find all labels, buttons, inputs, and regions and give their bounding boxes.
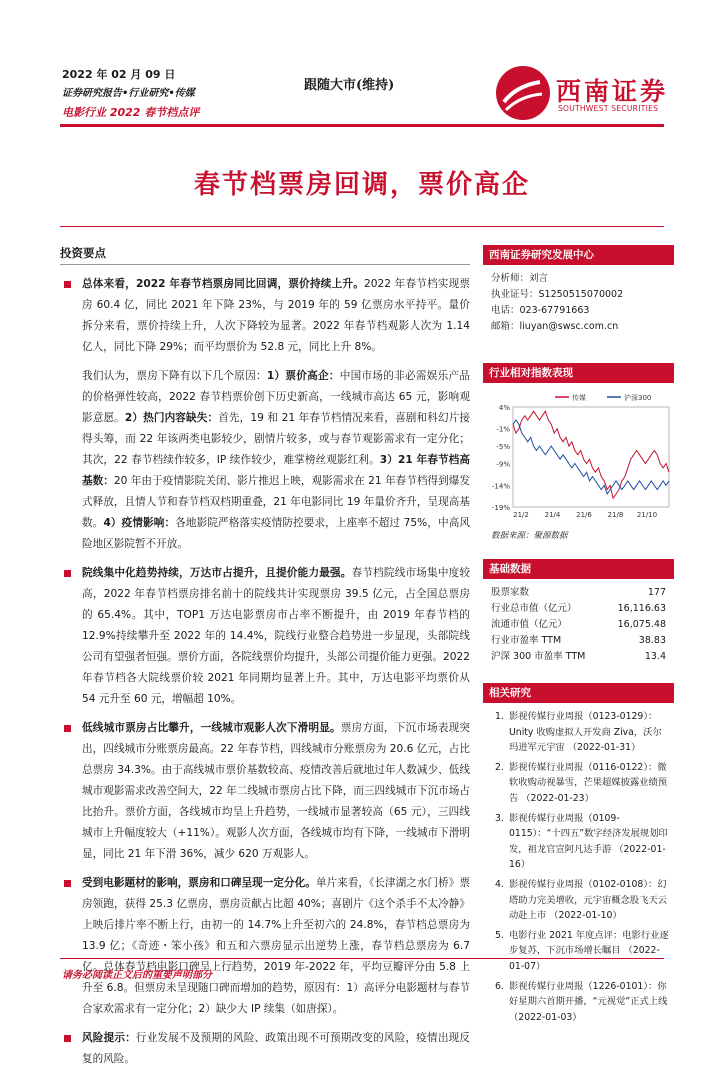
chart-series-line-1: [513, 411, 669, 498]
related-text: 影视传媒行业周报（0109-0115）：“十四五”数字经济发展规划印发，祖龙官宣阿凡达手游 （2022-01-16）: [509, 812, 668, 871]
report-topic: 电影行业 2022 春节档点评: [62, 106, 200, 119]
email-row: [483, 319, 674, 335]
basic-row-pe: [483, 633, 674, 649]
logo-text-en: SOUTHWEST SECURITIES: [558, 104, 659, 113]
chart-x-tick-label: 21/4: [544, 511, 561, 519]
bullet-overview-heading: 总体来看，2022 年春节档票房同比回调，票价持续上升。: [82, 278, 365, 290]
basic-data-header: 基础数据: [483, 559, 674, 579]
basic-label: 沪深 300 市盈率 TTM: [491, 651, 586, 662]
chart-y-tick-label: -14%: [491, 482, 510, 491]
team-header: 西南证券研究发展中心: [483, 245, 674, 265]
bullet-risk-text: 行业发展不及预期的风险、政策出现不可预期改变的风险，疫情出现反复的风险。: [82, 1032, 471, 1065]
related-number: 5.: [495, 929, 504, 941]
bullet-risk-heading: 风险提示：: [82, 1032, 136, 1044]
relative-index-chart: [483, 389, 674, 523]
basic-label: 行业总市值（亿元）: [491, 603, 577, 614]
related-item[interactable]: [483, 760, 674, 807]
chart-legend-label: 沪深300: [624, 394, 652, 402]
bullet-square-icon: [64, 281, 71, 288]
related-item[interactable]: [483, 877, 674, 924]
email-label: 邮箱：: [491, 321, 520, 332]
bullet-city-heading: 低线城市票房占比攀升，一线城市观影人次下滑明显。: [82, 722, 341, 734]
basic-label: 行业市盈率 TTM: [491, 635, 562, 646]
chart-plot-frame: [513, 407, 669, 507]
chart-series-line-2: [513, 420, 669, 494]
company-logo: [494, 64, 676, 124]
report-date: 2022 年 02 月 09 日: [62, 68, 176, 81]
bullet-overview: [60, 274, 470, 358]
reason-2-heading: 2）热门内容缺失：: [124, 412, 219, 424]
reasons-paragraph: [60, 366, 470, 555]
chart-x-tick-label: 21/2: [513, 511, 529, 519]
email-value: liuyan@swsc.com.cn: [519, 321, 619, 332]
related-number: 3.: [495, 812, 504, 824]
report-title: 春节档票房回调，票价高企: [193, 170, 530, 200]
analyst-name: 刘言: [529, 273, 549, 284]
chart-y-tick-label: 4%: [498, 404, 510, 412]
main-column: [60, 245, 470, 1074]
basic-row-stocks: [483, 585, 674, 601]
reason-1-text: 中国市场的非必需娱乐产品的价格弹性较高，2022 春节档票价创下历史新高，一线城市高达 65 元，影响观影意愿。: [82, 370, 470, 424]
related-research-header: 相关研究: [483, 683, 674, 703]
reason-1-heading: 1）票价高企：: [266, 370, 340, 382]
related-item[interactable]: [483, 811, 674, 873]
related-number: 1.: [495, 711, 504, 722]
related-text: 电影行业 2021 年度点评：电影行业逐步复苏，下沉市场增长瞩目 （2022-01-07）: [509, 929, 669, 972]
bullet-square-icon: [64, 570, 71, 577]
basic-value: 16,075.48: [617, 619, 666, 630]
related-number: 6.: [495, 980, 504, 992]
bullet-genre-text: 单片来看，《长津湖之水门桥》票房领跑，获得 25.3 亿票房，票房贡献占比超 40%；喜剧片《这个杀手不太冷静》上映后排片率不断上行，由初一的 14.7%上升至初六的 24.8%，春节档总票房为 13.9 亿；《奇迹・笨小孩》和五和六票房显示出逆势上涨，春节档总票房为 6.7 亿。总体春节档电影口碑呈上行趋势，2019 年-2022 年，平均豆瓣评分由 5.8 上升至 6.8。但票房未呈现随口碑而增加的趋势，原因有：1）高评分电影题材与春节合家欢需求有一定分化；2）缺少大 IP 续集（如唐探）。: [82, 877, 470, 1015]
bullet-city-text: 票房方面，下沉市场表现突出，四线城市分账票房最高。22 年春节档，四线城市分账票房为 20.6 亿元，占比总票房 34.3%。由于高线城市票价基数较高、疫情改善后就地过年人数减少、低线城市观影需求改善空间大，22 年二线城市票房占比下降，而三四线城市下沉市场占比抬升。票价方面，各线城市均呈上升趋势，一线城市显著较高（65 元），三四线城市上升幅度较大（+11%）。观影人次方面，各线城市均有下降，一线城市下滑明显，同比 21 年下滑 36%，减少 620 万观影人。: [82, 722, 471, 860]
basic-row-hs300-pe: [483, 649, 674, 665]
related-item[interactable]: [483, 709, 674, 756]
basic-value: 38.83: [638, 635, 666, 646]
bullet-cinema-text: 春节档院线市场集中度较高，2022 年春节档票房排名前十的院线共计实现票房 39.5 亿元，占全国总票房的 65.4%。其中，TOP1 万达电影票房市占率不断提升，由 2019 年春节档的 12.9%持续攀升至 2022 年的 14.4%，院线行业整合趋势进一步显现，头部院线公司有望强者恒强。票价方面，各院线票价均提升，头部公司提价能力更强。2022 年春节档各大院线票价较 2021 年同期均显著上升。其中，万达电影平均票价从 54 元升至 60 元，增幅超 10%。: [82, 567, 471, 705]
chart-y-tick-label: -5%: [496, 443, 510, 452]
bullet-cinema-chains: [60, 563, 470, 710]
reasons-intro: 我们认为，票房下降有以下几个原因：: [82, 370, 267, 382]
phone-value: 023-67791663: [519, 305, 590, 316]
bullet-genre-heading: 受到电影题材的影响，票房和口碑呈现一定分化。: [82, 877, 316, 889]
related-text: 影视传媒行业周报（0123-0129）：Unity 收购虚拟人开发商 Ziva，沃尔玛进军元宇宙 （2022-01-31）: [509, 711, 662, 754]
basic-label: 流通市值（亿元）: [491, 619, 568, 630]
footer-disclaimer: 请务必阅读正文后的重要声明部分: [62, 970, 212, 981]
phone-label: 电话：: [491, 305, 520, 316]
license-value: S1250515070002: [538, 289, 624, 300]
reason-3-heading: 3）21 年春节档高基数：: [82, 454, 470, 487]
bullet-square-icon: [64, 1035, 71, 1042]
bullet-square-icon: [64, 880, 71, 887]
chart-x-tick-label: 21/8: [607, 511, 624, 519]
bullet-cinema-heading: 院线集中化趋势持续，万达市占提升，且提价能力最强。: [82, 567, 352, 579]
related-text: 影视传媒行业周报（0116-0122）：微软收购动视暴雪，芒果超媒披露业绩预告 （2022-01-23）: [509, 761, 668, 804]
section-divider: [60, 264, 470, 265]
bullet-city-tiers: [60, 718, 470, 865]
reason-4-text: 各地影院严格落实疫情防控要求，上座率不超过 75%，中高风险地区影院暂不开放。: [82, 517, 471, 550]
related-text: 影视传媒行业周报（1226-0101）：你好星期六首期开播，“元视觉”正式上线 （2022-01-03）: [509, 980, 668, 1023]
chart-y-tick-label: -19%: [491, 504, 510, 512]
related-number: 4.: [495, 878, 504, 890]
related-number: 2.: [495, 761, 504, 773]
chart-x-tick-label: 21/6: [576, 511, 592, 519]
analyst-row: [483, 271, 674, 287]
chart-svg: [483, 389, 674, 523]
reason-3-text: 20 年由于疫情影院关闭、影片推迟上映，观影需求在 21 年春节档得到爆发式释放，且情人节和春节档双档期重叠，21 年电影同比 19 年量价齐升，呈现高基数。: [82, 475, 471, 529]
report-type: 证券研究报告•行业研究•传媒: [62, 88, 195, 99]
basic-label: 股票家数: [491, 587, 530, 598]
chart-source: 数据来源：聚源数据: [491, 531, 568, 541]
basic-value: 13.4: [644, 651, 666, 662]
phone-row: [483, 303, 674, 319]
footer-divider: [60, 958, 664, 959]
chart-y-tick-label: -1%: [496, 425, 510, 434]
bullet-film-genre: [60, 873, 470, 1020]
investment-rating: 跟随大市(维持): [304, 78, 395, 93]
title-divider: [60, 226, 664, 227]
chart-legend-label: 传媒: [572, 394, 586, 402]
chart-x-tick-label: 21/10: [636, 511, 658, 519]
chart-y-tick-label: -9%: [496, 460, 510, 469]
reason-2-text: 首先，19 和 21 年春节档情况来看，喜剧和科幻片接得头筹，而 22 年该两类电影较少，剧情片较多，或与春节观影需求有一定分化；其次，22 春节档续作较多，IP 续作较少，难掌榜丝观影红利。: [82, 412, 471, 466]
license-row: [483, 287, 674, 303]
reason-4-heading: 4）疫情影响：: [103, 517, 176, 529]
bullet-risk: [60, 1028, 470, 1070]
bullet-square-icon: [64, 725, 71, 732]
basic-row-market-cap: [483, 601, 674, 617]
related-item[interactable]: [483, 979, 674, 1026]
logo-text-cn: 西南证券: [556, 77, 669, 106]
chart-header: 行业相对指数表现: [483, 363, 674, 383]
bullet-overview-text: 2022 年春节档实现票房 60.4 亿，同比 2021 年下降 23%，与 2019 年的 59 亿票房水平持平。量价拆分来看，票价持续上升，人次下降较为显著。2022 年春节档观影人次为 1.14 亿人，同比下降 29%；而平均票价为 52.8 元，同比上升 8%。: [82, 278, 471, 353]
analyst-label: 分析师：: [491, 273, 530, 284]
section-title-investment: 投资要点: [60, 246, 106, 260]
related-text: 影视传媒行业周报（0102-0108）：幻塔助力完美增收，元宇宙概念股飞天云动赴上市 （2022-01-10）: [509, 878, 668, 922]
basic-value: 177: [647, 587, 666, 598]
header-divider: [60, 124, 664, 127]
sidebar: [483, 245, 674, 1029]
basic-value: 16,116.63: [617, 603, 666, 614]
license-label: 执业证号：: [491, 289, 539, 300]
basic-row-float-cap: [483, 617, 674, 633]
related-item[interactable]: [483, 928, 674, 975]
logo-mark-icon: [494, 64, 552, 122]
